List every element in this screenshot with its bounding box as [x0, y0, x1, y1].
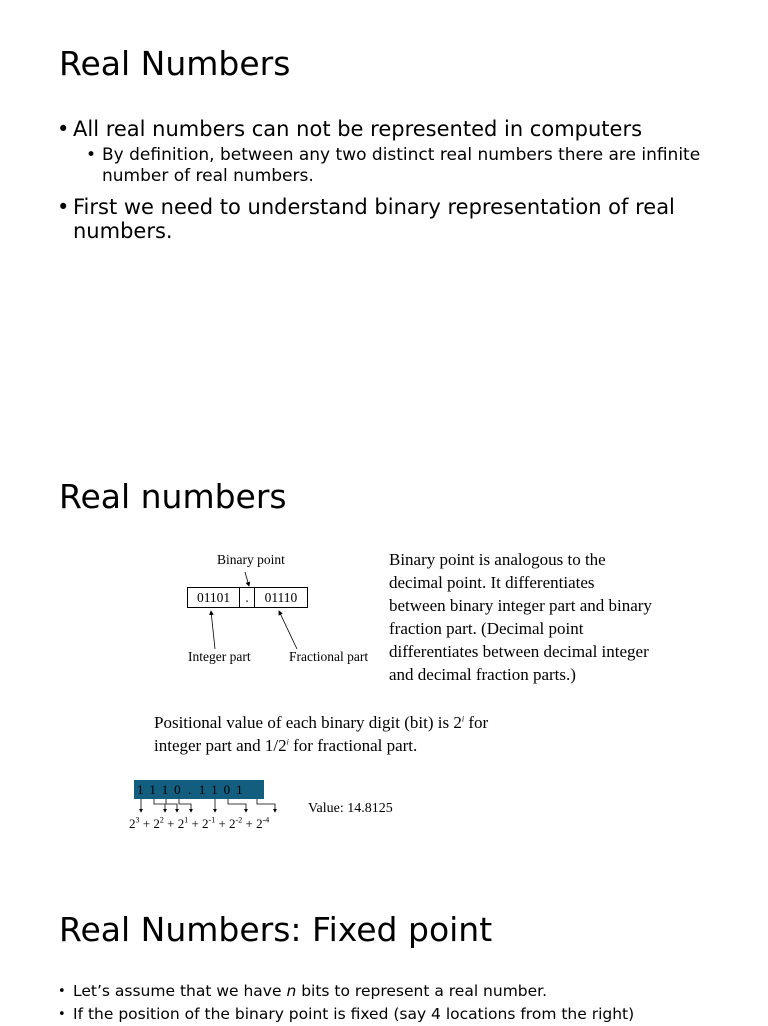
formula-base: 2 — [153, 816, 160, 831]
positional-line-2 — [154, 734, 488, 757]
bit-cell: 0 — [223, 781, 231, 797]
formula-term — [229, 816, 242, 831]
formula-operator: + — [215, 816, 230, 831]
formula-exponent: 3 — [135, 815, 140, 825]
integer-part-arrow — [211, 611, 215, 649]
bullet-text — [73, 980, 547, 1003]
formula-operator: + — [188, 816, 203, 831]
slide3-title: Real Numbers: Fixed point — [59, 910, 493, 949]
positional-value-text — [154, 711, 488, 757]
integer-bits: 01101 — [196, 589, 231, 605]
formula-base: 2 — [202, 816, 209, 831]
positional-line-2-suffix: for fractional part. — [288, 736, 418, 755]
bullet-text-post: bits to represent a real number. — [296, 982, 548, 1000]
formula-operator: + — [163, 816, 178, 831]
bit-cell: 1 — [136, 781, 144, 797]
formula-exponent: -4 — [262, 815, 270, 825]
positional-line-1-suffix: for — [464, 713, 489, 732]
bullet-text-pre: Let’s assume that we have — [73, 982, 287, 1000]
slide1-subbullet-1 — [86, 145, 726, 187]
formula-exponent: 2 — [159, 815, 164, 825]
formula-term — [129, 816, 140, 831]
fraction-bits: 01110 — [254, 588, 307, 607]
formula-exponent: -1 — [208, 815, 216, 825]
formula-operator: + — [242, 816, 257, 831]
formula-base: 2 — [256, 816, 263, 831]
positional-line-2-prefix: integer part and 1/2 — [154, 736, 287, 755]
binary-point-symbol: . — [239, 588, 254, 607]
formula-base: 2 — [177, 816, 185, 831]
formula-base: 2 — [129, 816, 136, 831]
formula-exponent: -2 — [235, 815, 243, 825]
fractional-part-arrow — [279, 611, 297, 649]
bullet-dot: • — [57, 195, 70, 219]
bullet-text: First we need to understand binary representation of real numbers. — [73, 195, 675, 243]
positional-line-1-prefix: Positional value of each binary digit (bit) is 2 — [154, 713, 462, 732]
formula-term — [256, 816, 269, 831]
bullet-text: If the position of the binary point is fixed (say 4 locations from the right) — [73, 1005, 635, 1023]
bit-weight-formula — [129, 816, 269, 832]
bullet-dot: • — [57, 117, 70, 141]
bullet-text: By definition, between any two distinct real numbers there are infinite number of real numbers. — [102, 145, 701, 186]
bullet-dot: • — [58, 1007, 66, 1022]
bit-weight-arrows — [134, 799, 284, 817]
formula-operator: + — [139, 816, 154, 831]
bullet-dot: • — [58, 984, 66, 999]
exponent-i: i — [461, 714, 465, 724]
exponent-i: i — [286, 737, 289, 747]
binary-point-description: Binary point is analogous to the decimal point. It differentiates between binary integer part and binary fraction part. (Decimal point differentiates between decimal integer and decimal fraction parts.) — [389, 550, 652, 684]
example-bits — [134, 780, 264, 799]
fractional-part-label: Fractional part — [289, 649, 369, 664]
slide3-bullet-2 — [58, 1003, 758, 1026]
bullet-text-emphasis: n — [286, 982, 297, 1000]
bit-cell: 1 — [161, 781, 169, 797]
bit-cell: 0 — [174, 781, 181, 797]
slide1-bullet-1 — [57, 117, 747, 141]
slide1-title: Real Numbers — [59, 44, 291, 83]
bullet-dot: • — [86, 145, 97, 165]
binary-point-label: Binary point — [217, 552, 285, 567]
formula-term — [153, 816, 164, 831]
formula-term — [202, 816, 215, 831]
positional-line-1 — [154, 711, 488, 734]
bit-cell: 1 — [198, 781, 206, 797]
example-value: Value: 14.8125 — [308, 801, 393, 816]
bit-point: . — [188, 781, 192, 797]
slide2-title: Real numbers — [59, 477, 287, 516]
binary-point-arrow — [245, 572, 249, 586]
bullet-text: All real numbers can not be represented in computers — [73, 117, 643, 141]
formula-exponent: 1 — [184, 815, 189, 825]
diagram-arrows — [180, 565, 320, 655]
formula-term — [178, 816, 189, 831]
slide1-bullet-2 — [57, 195, 697, 243]
formula-base: 2 — [229, 816, 236, 831]
slide3-bullets — [58, 980, 758, 1026]
bit-cell: 1 — [236, 781, 243, 797]
bit-cell: 1 — [149, 781, 156, 797]
integer-part-label: Integer part — [188, 649, 251, 664]
bit-cell: 1 — [211, 781, 218, 797]
slide3-bullet-1 — [58, 980, 758, 1003]
